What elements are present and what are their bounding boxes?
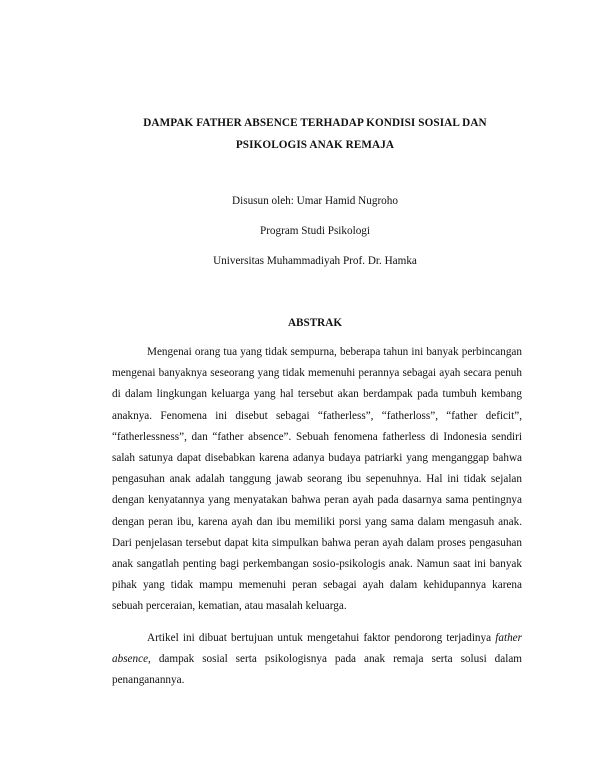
author-line: Disusun oleh: Umar Hamid Nugroho: [232, 195, 398, 207]
abstract-paragraph-2-end: , dampak sosial serta psikologisnya pada anak remaja serta solusi dalam penanganannya.: [112, 653, 522, 687]
abstract-paragraph-2-start: Artikel ini dibuat bertujuan untuk mengetahui faktor pendorong terjadinya: [147, 632, 492, 644]
study-program: Program Studi Psikologi: [259, 225, 371, 237]
paper-title: [60, 112, 570, 156]
abstract-heading: ABSTRAK: [287, 317, 343, 329]
paper-title-line-2: PSIKOLOGIS ANAK REMAJA: [235, 139, 395, 151]
italic-term-father-absence: father absence: [112, 632, 523, 666]
university-name: Universitas Muhammadiyah Prof. Dr. Hamka: [213, 255, 417, 267]
abstract-paragraph-2: [112, 628, 522, 692]
paper-title-line-1: DAMPAK FATHER ABSENCE TERHADAP KONDISI SOSIAL DAN: [143, 117, 487, 129]
abstract-paragraph-1: Mengenai orang tua yang tidak sempurna, beberapa tahun ini banyak perbincangan mengenai banyaknya seseorang yang tidak memenuhi perannya sebagai ayah secara penuh di dalam lingkungan keluarga yang hal tersebut akan berdampak pada tumbuh kembang anaknya. Fenomena ini disebut sebagai “fatherless”, “fatherloss”, “father deficit”, “fatherlessness”, dan “father absence”. Sebuah fenomena fatherless di Indonesia sendiri salah satunya dapat disebabkan karena adanya budaya patriarki yang menganggap bahwa pengasuhan anak adalah tanggung jawab seorang ibu sepenuhnya. Hal ini tidak sejalan dengan kenyatannya yang menyatakan bahwa peran ayah pada dasarnya sama pentingnya dengan peran ibu, karena ayah dan ibu memiliki porsi yang sama dalam mengasuh anak. Dari penjelasan tersebut dapat kita simpulkan bahwa peran ayah dalam proses pengasuhan anak sangatlah penting bagi perkembangan sosio-psikologis anak. Namun saat ini banyak pihak yang tidak mampu memenuhi peran sebagai ayah dalam kehidupannya karena sebuah perceraian, kematian, atau masalah keluarga.: [112, 346, 522, 613]
